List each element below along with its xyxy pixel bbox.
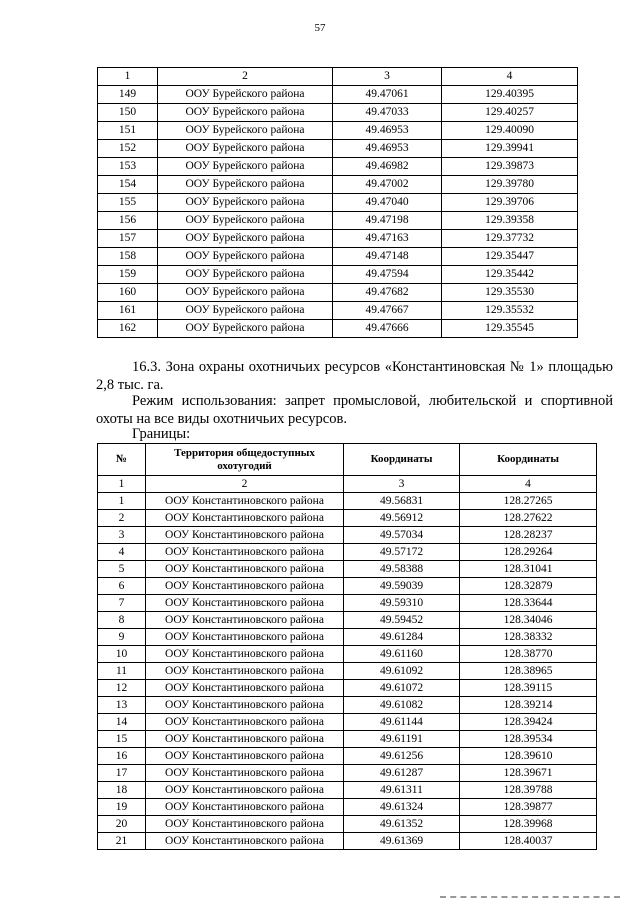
column-number-2: 2 (158, 68, 333, 86)
latitude-cell: 49.61092 (344, 663, 460, 680)
table-row (98, 782, 597, 799)
table-row (98, 320, 578, 338)
row-number: 150 (98, 104, 158, 122)
longitude-cell: 128.33644 (460, 595, 597, 612)
territory-cell: ООУ Бурейского района (158, 176, 333, 194)
row-number: 4 (98, 544, 146, 561)
territory-cell: ООУ Бурейского района (158, 266, 333, 284)
row-number: 158 (98, 248, 158, 266)
table-row (98, 266, 578, 284)
table-row (98, 158, 578, 176)
territory-cell: ООУ Константиновского района (146, 799, 344, 816)
row-number: 19 (98, 799, 146, 816)
latitude-cell: 49.61287 (344, 765, 460, 782)
row-number: 160 (98, 284, 158, 302)
row-number: 154 (98, 176, 158, 194)
row-number: 159 (98, 266, 158, 284)
row-number: 153 (98, 158, 158, 176)
row-number: 17 (98, 765, 146, 782)
territory-cell: ООУ Бурейского района (158, 284, 333, 302)
territory-cell: ООУ Константиновского района (146, 646, 344, 663)
territory-cell: ООУ Константиновского района (146, 680, 344, 697)
table-row (98, 748, 597, 765)
longitude-cell: 129.35530 (442, 284, 578, 302)
latitude-cell: 49.47061 (333, 86, 442, 104)
table-row (98, 799, 597, 816)
row-number: 152 (98, 140, 158, 158)
latitude-cell: 49.61284 (344, 629, 460, 646)
usage-mode-text: Режим использования: запрет промысловой, любительской и спортивной охоты на все виды охотничьих ресурсов. (96, 393, 613, 427)
longitude-cell: 129.35447 (442, 248, 578, 266)
table-header-row (98, 68, 578, 86)
table-row (98, 714, 597, 731)
latitude-cell: 49.57034 (344, 527, 460, 544)
latitude-cell: 49.59452 (344, 612, 460, 629)
coordinates-table-konstantinovskaya (97, 443, 597, 850)
territory-cell: ООУ Бурейского района (158, 302, 333, 320)
table-row (98, 663, 597, 680)
column-number-1: 1 (98, 476, 146, 493)
longitude-cell: 128.27265 (460, 493, 597, 510)
longitude-cell: 128.28237 (460, 527, 597, 544)
longitude-cell: 128.39877 (460, 799, 597, 816)
longitude-cell: 129.35532 (442, 302, 578, 320)
row-number: 12 (98, 680, 146, 697)
latitude-cell: 49.47033 (333, 104, 442, 122)
row-number: 10 (98, 646, 146, 663)
territory-cell: ООУ Бурейского района (158, 194, 333, 212)
longitude-cell: 129.39706 (442, 194, 578, 212)
territory-cell: ООУ Бурейского района (158, 320, 333, 338)
territory-cell: ООУ Константиновского района (146, 816, 344, 833)
territory-cell: ООУ Константиновского района (146, 629, 344, 646)
latitude-cell: 49.61160 (344, 646, 460, 663)
latitude-cell: 49.61324 (344, 799, 460, 816)
longitude-cell: 128.39115 (460, 680, 597, 697)
territory-cell: ООУ Константиновского района (146, 782, 344, 799)
latitude-cell: 49.61191 (344, 731, 460, 748)
row-number: 161 (98, 302, 158, 320)
longitude-cell: 128.34046 (460, 612, 597, 629)
table-row (98, 629, 597, 646)
column-number-1: 1 (98, 68, 158, 86)
header-coordinates-lon: Координаты (460, 444, 597, 476)
table-numbering-row (98, 476, 597, 493)
table-row (98, 765, 597, 782)
longitude-cell: 128.27622 (460, 510, 597, 527)
longitude-cell: 128.40037 (460, 833, 597, 850)
header-number: № (98, 444, 146, 476)
scan-edge-marks (440, 896, 620, 904)
latitude-cell: 49.56831 (344, 493, 460, 510)
longitude-cell: 128.39671 (460, 765, 597, 782)
row-number: 156 (98, 212, 158, 230)
table-row (98, 561, 597, 578)
territory-cell: ООУ Константиновского района (146, 697, 344, 714)
latitude-cell: 49.47198 (333, 212, 442, 230)
row-number: 151 (98, 122, 158, 140)
longitude-cell: 128.39788 (460, 782, 597, 799)
column-number-4: 4 (442, 68, 578, 86)
header-territory: Территория общедоступных охотугодий (146, 444, 344, 476)
territory-cell: ООУ Константиновского района (146, 833, 344, 850)
longitude-cell: 129.40395 (442, 86, 578, 104)
territory-cell: ООУ Константиновского района (146, 578, 344, 595)
column-number-3: 3 (344, 476, 460, 493)
longitude-cell: 128.39610 (460, 748, 597, 765)
longitude-cell: 129.39358 (442, 212, 578, 230)
row-number: 21 (98, 833, 146, 850)
territory-cell: ООУ Бурейского района (158, 140, 333, 158)
table-row (98, 578, 597, 595)
table-row (98, 86, 578, 104)
latitude-cell: 49.61082 (344, 697, 460, 714)
row-number: 18 (98, 782, 146, 799)
row-number: 1 (98, 493, 146, 510)
longitude-cell: 128.39968 (460, 816, 597, 833)
table-row (98, 680, 597, 697)
latitude-cell: 49.47163 (333, 230, 442, 248)
territory-cell: ООУ Константиновского района (146, 748, 344, 765)
row-number: 3 (98, 527, 146, 544)
longitude-cell: 129.39780 (442, 176, 578, 194)
longitude-cell: 129.37732 (442, 230, 578, 248)
territory-cell: ООУ Бурейского района (158, 212, 333, 230)
table-row (98, 212, 578, 230)
row-number: 9 (98, 629, 146, 646)
latitude-cell: 49.47667 (333, 302, 442, 320)
table-row (98, 646, 597, 663)
territory-cell: ООУ Бурейского района (158, 248, 333, 266)
table-row (98, 833, 597, 850)
latitude-cell: 49.61144 (344, 714, 460, 731)
latitude-cell: 49.46953 (333, 140, 442, 158)
table-row (98, 595, 597, 612)
coordinates-table-continued (97, 67, 578, 338)
longitude-cell: 128.38965 (460, 663, 597, 680)
latitude-cell: 49.58388 (344, 561, 460, 578)
page-number: 57 (314, 22, 326, 34)
row-number: 7 (98, 595, 146, 612)
latitude-cell: 49.61352 (344, 816, 460, 833)
column-number-3: 3 (333, 68, 442, 86)
territory-cell: ООУ Бурейского района (158, 230, 333, 248)
longitude-cell: 128.38770 (460, 646, 597, 663)
table-row (98, 816, 597, 833)
longitude-cell: 128.38332 (460, 629, 597, 646)
territory-cell: ООУ Константиновского района (146, 527, 344, 544)
row-number: 8 (98, 612, 146, 629)
latitude-cell: 49.47148 (333, 248, 442, 266)
territory-cell: ООУ Константиновского района (146, 561, 344, 578)
latitude-cell: 49.61256 (344, 748, 460, 765)
table-row (98, 493, 597, 510)
territory-cell: ООУ Константиновского района (146, 510, 344, 527)
latitude-cell: 49.56912 (344, 510, 460, 527)
table-row (98, 104, 578, 122)
section-heading-paragraph (96, 358, 613, 394)
table-row (98, 544, 597, 561)
table-row (98, 612, 597, 629)
section-heading-text: 16.3. Зона охраны охотничьих ресурсов «Константиновская № 1» площадью 2,8 тыс. га. (96, 359, 613, 393)
table-row (98, 194, 578, 212)
territory-cell: ООУ Бурейского района (158, 122, 333, 140)
table-row (98, 284, 578, 302)
longitude-cell: 129.39873 (442, 158, 578, 176)
longitude-cell: 129.35442 (442, 266, 578, 284)
latitude-cell: 49.47666 (333, 320, 442, 338)
territory-cell: ООУ Константиновского района (146, 731, 344, 748)
latitude-cell: 49.61311 (344, 782, 460, 799)
latitude-cell: 49.47040 (333, 194, 442, 212)
latitude-cell: 49.47682 (333, 284, 442, 302)
longitude-cell: 128.29264 (460, 544, 597, 561)
territory-cell: ООУ Бурейского района (158, 104, 333, 122)
longitude-cell: 128.32879 (460, 578, 597, 595)
table-row (98, 697, 597, 714)
row-number: 149 (98, 86, 158, 104)
territory-cell: ООУ Бурейского района (158, 86, 333, 104)
header-coordinates-lat: Координаты (344, 444, 460, 476)
table-row (98, 731, 597, 748)
territory-cell: ООУ Константиновского района (146, 714, 344, 731)
longitude-cell: 128.39214 (460, 697, 597, 714)
table-header-row (98, 444, 597, 476)
borders-label: Границы: (132, 426, 191, 442)
latitude-cell: 49.46953 (333, 122, 442, 140)
table-row (98, 527, 597, 544)
latitude-cell: 49.59310 (344, 595, 460, 612)
longitude-cell: 128.31041 (460, 561, 597, 578)
latitude-cell: 49.46982 (333, 158, 442, 176)
latitude-cell: 49.47002 (333, 176, 442, 194)
table-row (98, 248, 578, 266)
territory-cell: ООУ Константиновского района (146, 765, 344, 782)
row-number: 16 (98, 748, 146, 765)
usage-mode-paragraph (96, 392, 613, 428)
longitude-cell: 128.39534 (460, 731, 597, 748)
row-number: 14 (98, 714, 146, 731)
latitude-cell: 49.61369 (344, 833, 460, 850)
table-row (98, 122, 578, 140)
row-number: 15 (98, 731, 146, 748)
table-row (98, 140, 578, 158)
row-number: 162 (98, 320, 158, 338)
longitude-cell: 129.39941 (442, 140, 578, 158)
longitude-cell: 129.35545 (442, 320, 578, 338)
latitude-cell: 49.57172 (344, 544, 460, 561)
latitude-cell: 49.47594 (333, 266, 442, 284)
row-number: 157 (98, 230, 158, 248)
row-number: 20 (98, 816, 146, 833)
table-row (98, 230, 578, 248)
longitude-cell: 128.39424 (460, 714, 597, 731)
territory-cell: ООУ Константиновского района (146, 544, 344, 561)
row-number: 13 (98, 697, 146, 714)
territory-cell: ООУ Константиновского района (146, 663, 344, 680)
territory-cell: ООУ Константиновского района (146, 493, 344, 510)
longitude-cell: 129.40090 (442, 122, 578, 140)
table-row (98, 302, 578, 320)
row-number: 2 (98, 510, 146, 527)
longitude-cell: 129.40257 (442, 104, 578, 122)
latitude-cell: 49.61072 (344, 680, 460, 697)
table-row (98, 176, 578, 194)
column-number-2: 2 (146, 476, 344, 493)
row-number: 11 (98, 663, 146, 680)
row-number: 6 (98, 578, 146, 595)
row-number: 155 (98, 194, 158, 212)
row-number: 5 (98, 561, 146, 578)
territory-cell: ООУ Константиновского района (146, 595, 344, 612)
latitude-cell: 49.59039 (344, 578, 460, 595)
table-row (98, 510, 597, 527)
territory-cell: ООУ Бурейского района (158, 158, 333, 176)
column-number-4: 4 (460, 476, 597, 493)
territory-cell: ООУ Константиновского района (146, 612, 344, 629)
